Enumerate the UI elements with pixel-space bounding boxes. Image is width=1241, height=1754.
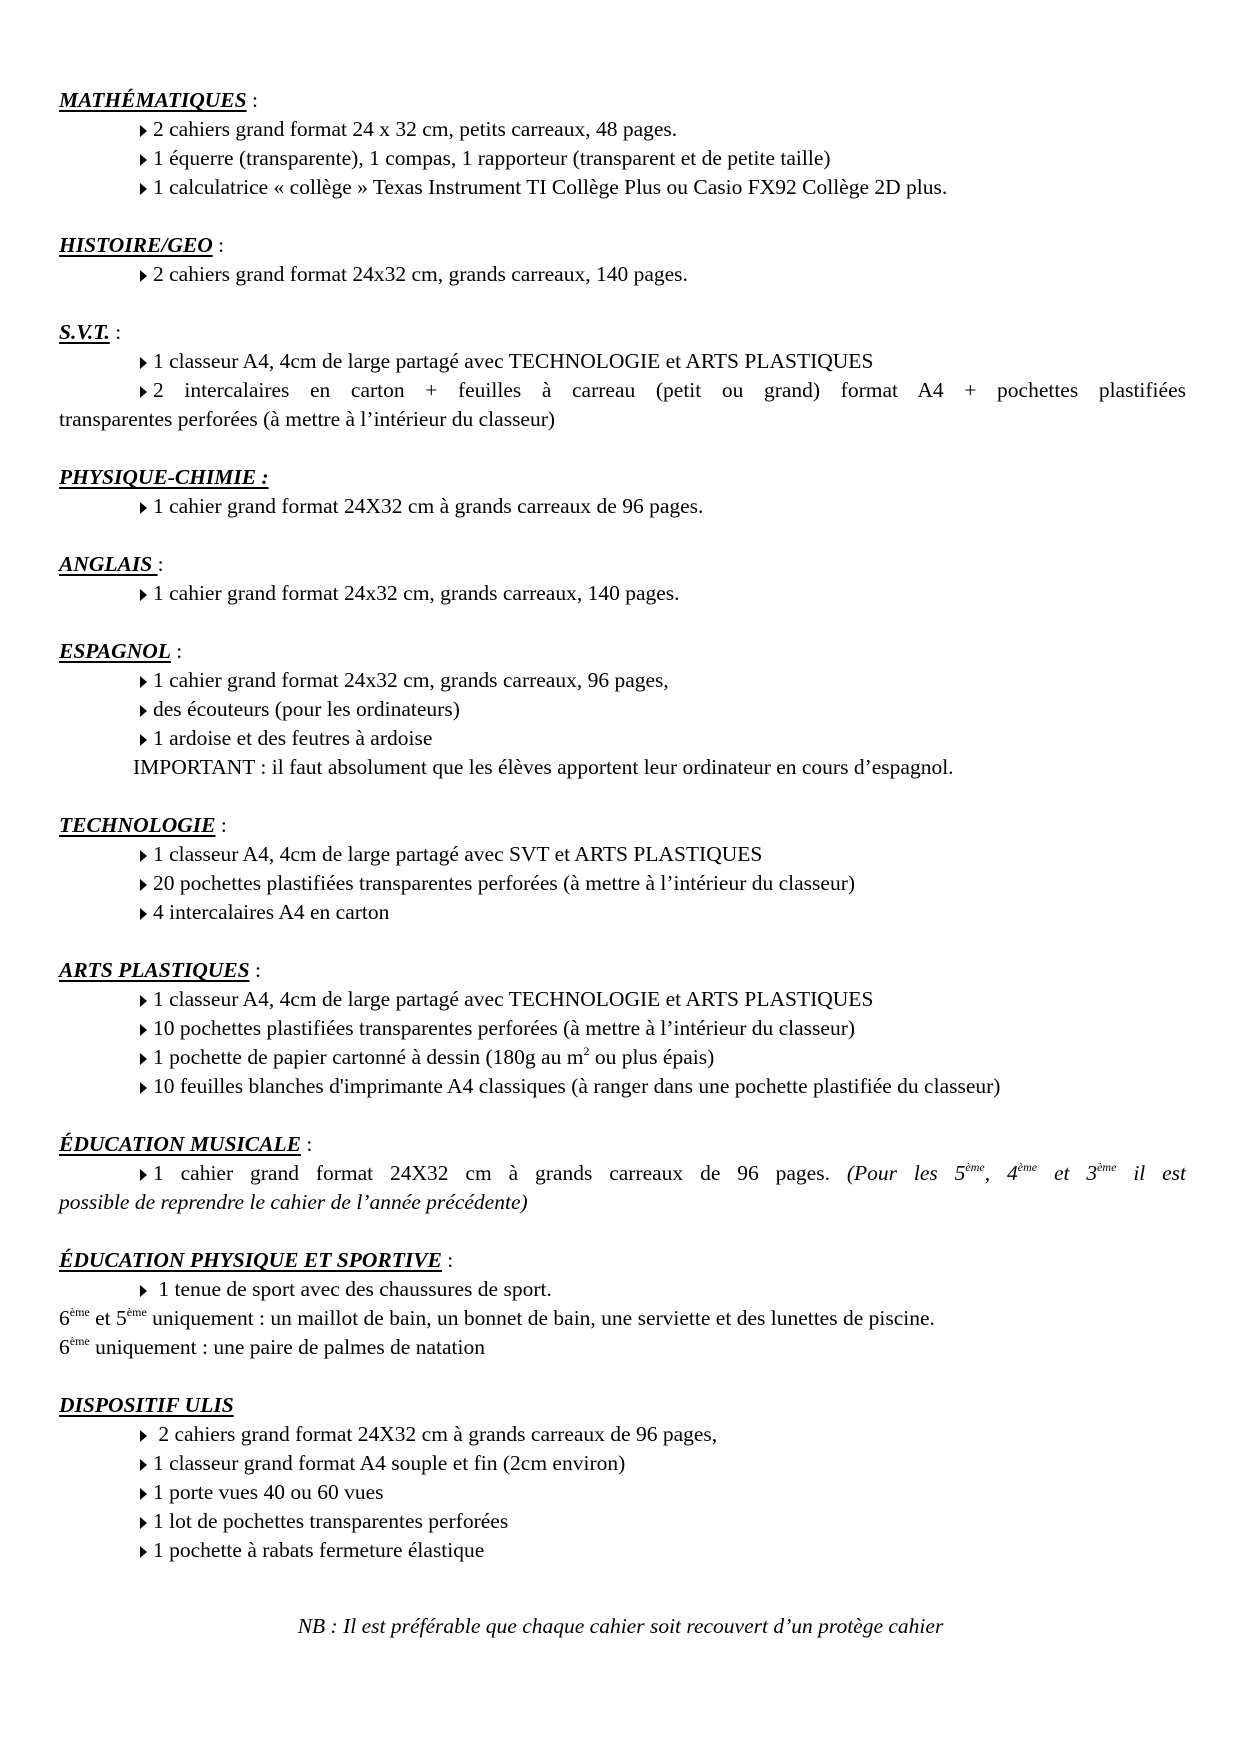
list-item: 1 tenue de sport avec des chaussures de sport. — [59, 1275, 1186, 1304]
info-line: 6ème uniquement : une paire de palmes de natation — [59, 1334, 485, 1359]
bullet-icon — [140, 705, 147, 717]
bullet-icon — [140, 850, 147, 862]
bullet-icon — [140, 908, 147, 920]
list-item: 1 classeur grand format A4 souple et fin (2cm environ) — [59, 1449, 1186, 1478]
section-title: TECHNOLOGIE — [59, 813, 216, 837]
section-mathematiques: MATHÉMATIQUES : 2 cahiers grand format 24 x 32 cm, petits carreaux, 48 pages. 1 équerre (transparente), 1 compas, 1 rapporteur (transparent et de petite taille) 1 calculatrice « collège » Texas Instrument TI Collège Plus ou Casio FX92 Collège 2D plus. — [59, 86, 1186, 202]
section-physique-chimie — [59, 463, 1186, 521]
bullet-icon — [140, 879, 147, 891]
list-item: 1 équerre (transparente), 1 compas, 1 rapporteur (transparent et de petite taille) — [59, 144, 1186, 173]
list-item: 2 intercalaires en carton + feuilles à carreau (petit ou grand) format A4 + pochettes plastifiées — [59, 376, 1186, 405]
section-dispositif-ulis — [59, 1391, 1186, 1565]
list-item: 10 feuilles blanches d'imprimante A4 classiques (à ranger dans une pochette plastifiée du classeur) — [59, 1072, 1186, 1101]
section-title: DISPOSITIF ULIS — [59, 1393, 234, 1417]
info-line: 6ème et 5ème uniquement : un maillot de bain, un bonnet de bain, une serviette et des lunettes de piscine. — [59, 1305, 935, 1330]
list-item: 10 pochettes plastifiées transparentes perforées (à mettre à l’intérieur du classeur) — [59, 1014, 1186, 1043]
bullet-icon — [140, 676, 147, 688]
bullet-icon — [140, 995, 147, 1007]
section-eps: ÉDUCATION PHYSIQUE ET SPORTIVE : 1 tenue de sport avec des chaussures de sport. 6ème et 5ème uniquement : un maillot de bain, un bonnet de bain, une serviette et des lunettes de piscine. 6ème uniquement : une paire de palmes de natation — [59, 1246, 1186, 1362]
section-title: S.V.T. — [59, 320, 110, 344]
section-espagnol: ESPAGNOL : 1 cahier grand format 24x32 cm, grands carreaux, 96 pages, des écouteurs (pour les ordinateurs) 1 ardoise et des feutres à ardoise IMPORTANT : il faut absolument que les élèves apportent leur ordinateur en cours d’espagnol. — [59, 637, 1186, 782]
section-title: ÉDUCATION PHYSIQUE ET SPORTIVE — [59, 1248, 442, 1272]
list-item: des écouteurs (pour les ordinateurs) — [59, 695, 1186, 724]
list-item-continuation: transparentes perforées (à mettre à l’intérieur du classeur) — [59, 407, 556, 431]
section-education-musicale: ÉDUCATION MUSICALE : 1 cahier grand format 24X32 cm à grands carreaux de 96 pages. (Pour les 5ème, 4ème et 3ème il est possible de reprendre le cahier de l’année précédente) — [59, 1130, 1186, 1217]
section-histoire-geo: HISTOIRE/GEO : 2 cahiers grand format 24x32 cm, grands carreaux, 140 pages. — [59, 231, 1186, 289]
bullet-icon — [140, 502, 147, 514]
bullet-icon — [140, 1285, 147, 1297]
bullet-icon — [140, 1024, 147, 1036]
bullet-icon — [140, 1169, 147, 1181]
section-title: PHYSIQUE-CHIMIE : — [59, 465, 269, 489]
bullet-icon — [140, 1546, 147, 1558]
list-item-continuation: possible de reprendre le cahier de l’année précédente) — [59, 1190, 528, 1214]
list-item: 1 porte vues 40 ou 60 vues — [59, 1478, 1186, 1507]
list-item: 1 calculatrice « collège » Texas Instrument TI Collège Plus ou Casio FX92 Collège 2D plus. — [59, 173, 1186, 202]
section-technologie: TECHNOLOGIE : 1 classeur A4, 4cm de large partagé avec SVT et ARTS PLASTIQUES 20 pochettes plastifiées transparentes perforées (à mettre à l’intérieur du classeur) 4 intercalaires A4 en carton — [59, 811, 1186, 927]
list-item: 1 pochette à rabats fermeture élastique — [59, 1536, 1186, 1565]
list-item: 2 cahiers grand format 24x32 cm, grands carreaux, 140 pages. — [59, 260, 1186, 289]
bullet-icon — [140, 125, 147, 137]
bullet-icon — [140, 183, 147, 195]
bullet-icon — [140, 1053, 147, 1065]
bullet-icon — [140, 589, 147, 601]
section-title: ARTS PLASTIQUES — [59, 958, 250, 982]
list-item: 1 classeur A4, 4cm de large partagé avec SVT et ARTS PLASTIQUES — [59, 840, 1186, 869]
section-title: ANGLAIS — [59, 552, 158, 576]
list-item: 1 cahier grand format 24x32 cm, grands carreaux, 140 pages. — [59, 579, 1186, 608]
list-item: 2 cahiers grand format 24X32 cm à grands carreaux de 96 pages, — [59, 1420, 1186, 1449]
section-title: ESPAGNOL — [59, 639, 171, 663]
bullet-icon — [140, 357, 147, 369]
bullet-icon — [140, 1082, 147, 1094]
list-item: 1 cahier grand format 24X32 cm à grands carreaux de 96 pages. (Pour les 5ème, 4ème et 3ème il est — [59, 1159, 1186, 1188]
section-svt: S.V.T. : 1 classeur A4, 4cm de large partagé avec TECHNOLOGIE et ARTS PLASTIQUES 2 intercalaires en carton + feuilles à carreau (petit ou grand) format A4 + pochettes plastifiées transparentes perforées (à mettre à l’intérieur du classeur) — [59, 318, 1186, 434]
list-item: 4 intercalaires A4 en carton — [59, 898, 1186, 927]
bullet-icon — [140, 1459, 147, 1471]
list-item: 1 lot de pochettes transparentes perforées — [59, 1507, 1186, 1536]
list-item: 2 cahiers grand format 24 x 32 cm, petits carreaux, 48 pages. — [59, 115, 1186, 144]
bullet-icon — [140, 154, 147, 166]
section-anglais: ANGLAIS : 1 cahier grand format 24x32 cm, grands carreaux, 140 pages. — [59, 550, 1186, 608]
list-item: 1 classeur A4, 4cm de large partagé avec TECHNOLOGIE et ARTS PLASTIQUES — [59, 985, 1186, 1014]
bullet-icon — [140, 1517, 147, 1529]
list-item: 1 cahier grand format 24x32 cm, grands carreaux, 96 pages, — [59, 666, 1186, 695]
list-item: 1 pochette de papier cartonné à dessin (180g au $m^2$ ou plus épais) — [59, 1043, 1186, 1072]
bullet-icon — [140, 386, 147, 398]
supply-list — [59, 86, 1186, 1594]
important-note: IMPORTANT : il faut absolument que les élèves apportent leur ordinateur en cours d’espagnol. — [133, 755, 954, 779]
list-item: 20 pochettes plastifiées transparentes perforées (à mettre à l’intérieur du classeur) — [59, 869, 1186, 898]
footer-note: NB : Il est préférable que chaque cahier soit recouvert d’un protège cahier — [297, 1614, 944, 1638]
bullet-icon — [140, 1430, 147, 1442]
list-item: 1 ardoise et des feutres à ardoise — [59, 724, 1186, 753]
bullet-icon — [140, 734, 147, 746]
list-item: 1 classeur A4, 4cm de large partagé avec TECHNOLOGIE et ARTS PLASTIQUES — [59, 347, 1186, 376]
bullet-icon — [140, 270, 147, 282]
section-title: ÉDUCATION MUSICALE — [59, 1132, 301, 1156]
section-title: HISTOIRE/GEO — [59, 233, 213, 257]
section-arts-plastiques: ARTS PLASTIQUES : 1 classeur A4, 4cm de large partagé avec TECHNOLOGIE et ARTS PLASTIQUES 10 pochettes plastifiées transparentes perforées (à mettre à l’intérieur du classeur) 1 pochette de papier cartonné à dessin (180g au $m^2$ ou plus épais) 10 feuilles blanches d'imprimante A4 classiques (à ranger dans une pochette plastifiée du classeur) — [59, 956, 1186, 1101]
list-item: 1 cahier grand format 24X32 cm à grands carreaux de 96 pages. — [59, 492, 1186, 521]
bullet-icon — [140, 1488, 147, 1500]
section-title: MATHÉMATIQUES — [59, 88, 247, 112]
